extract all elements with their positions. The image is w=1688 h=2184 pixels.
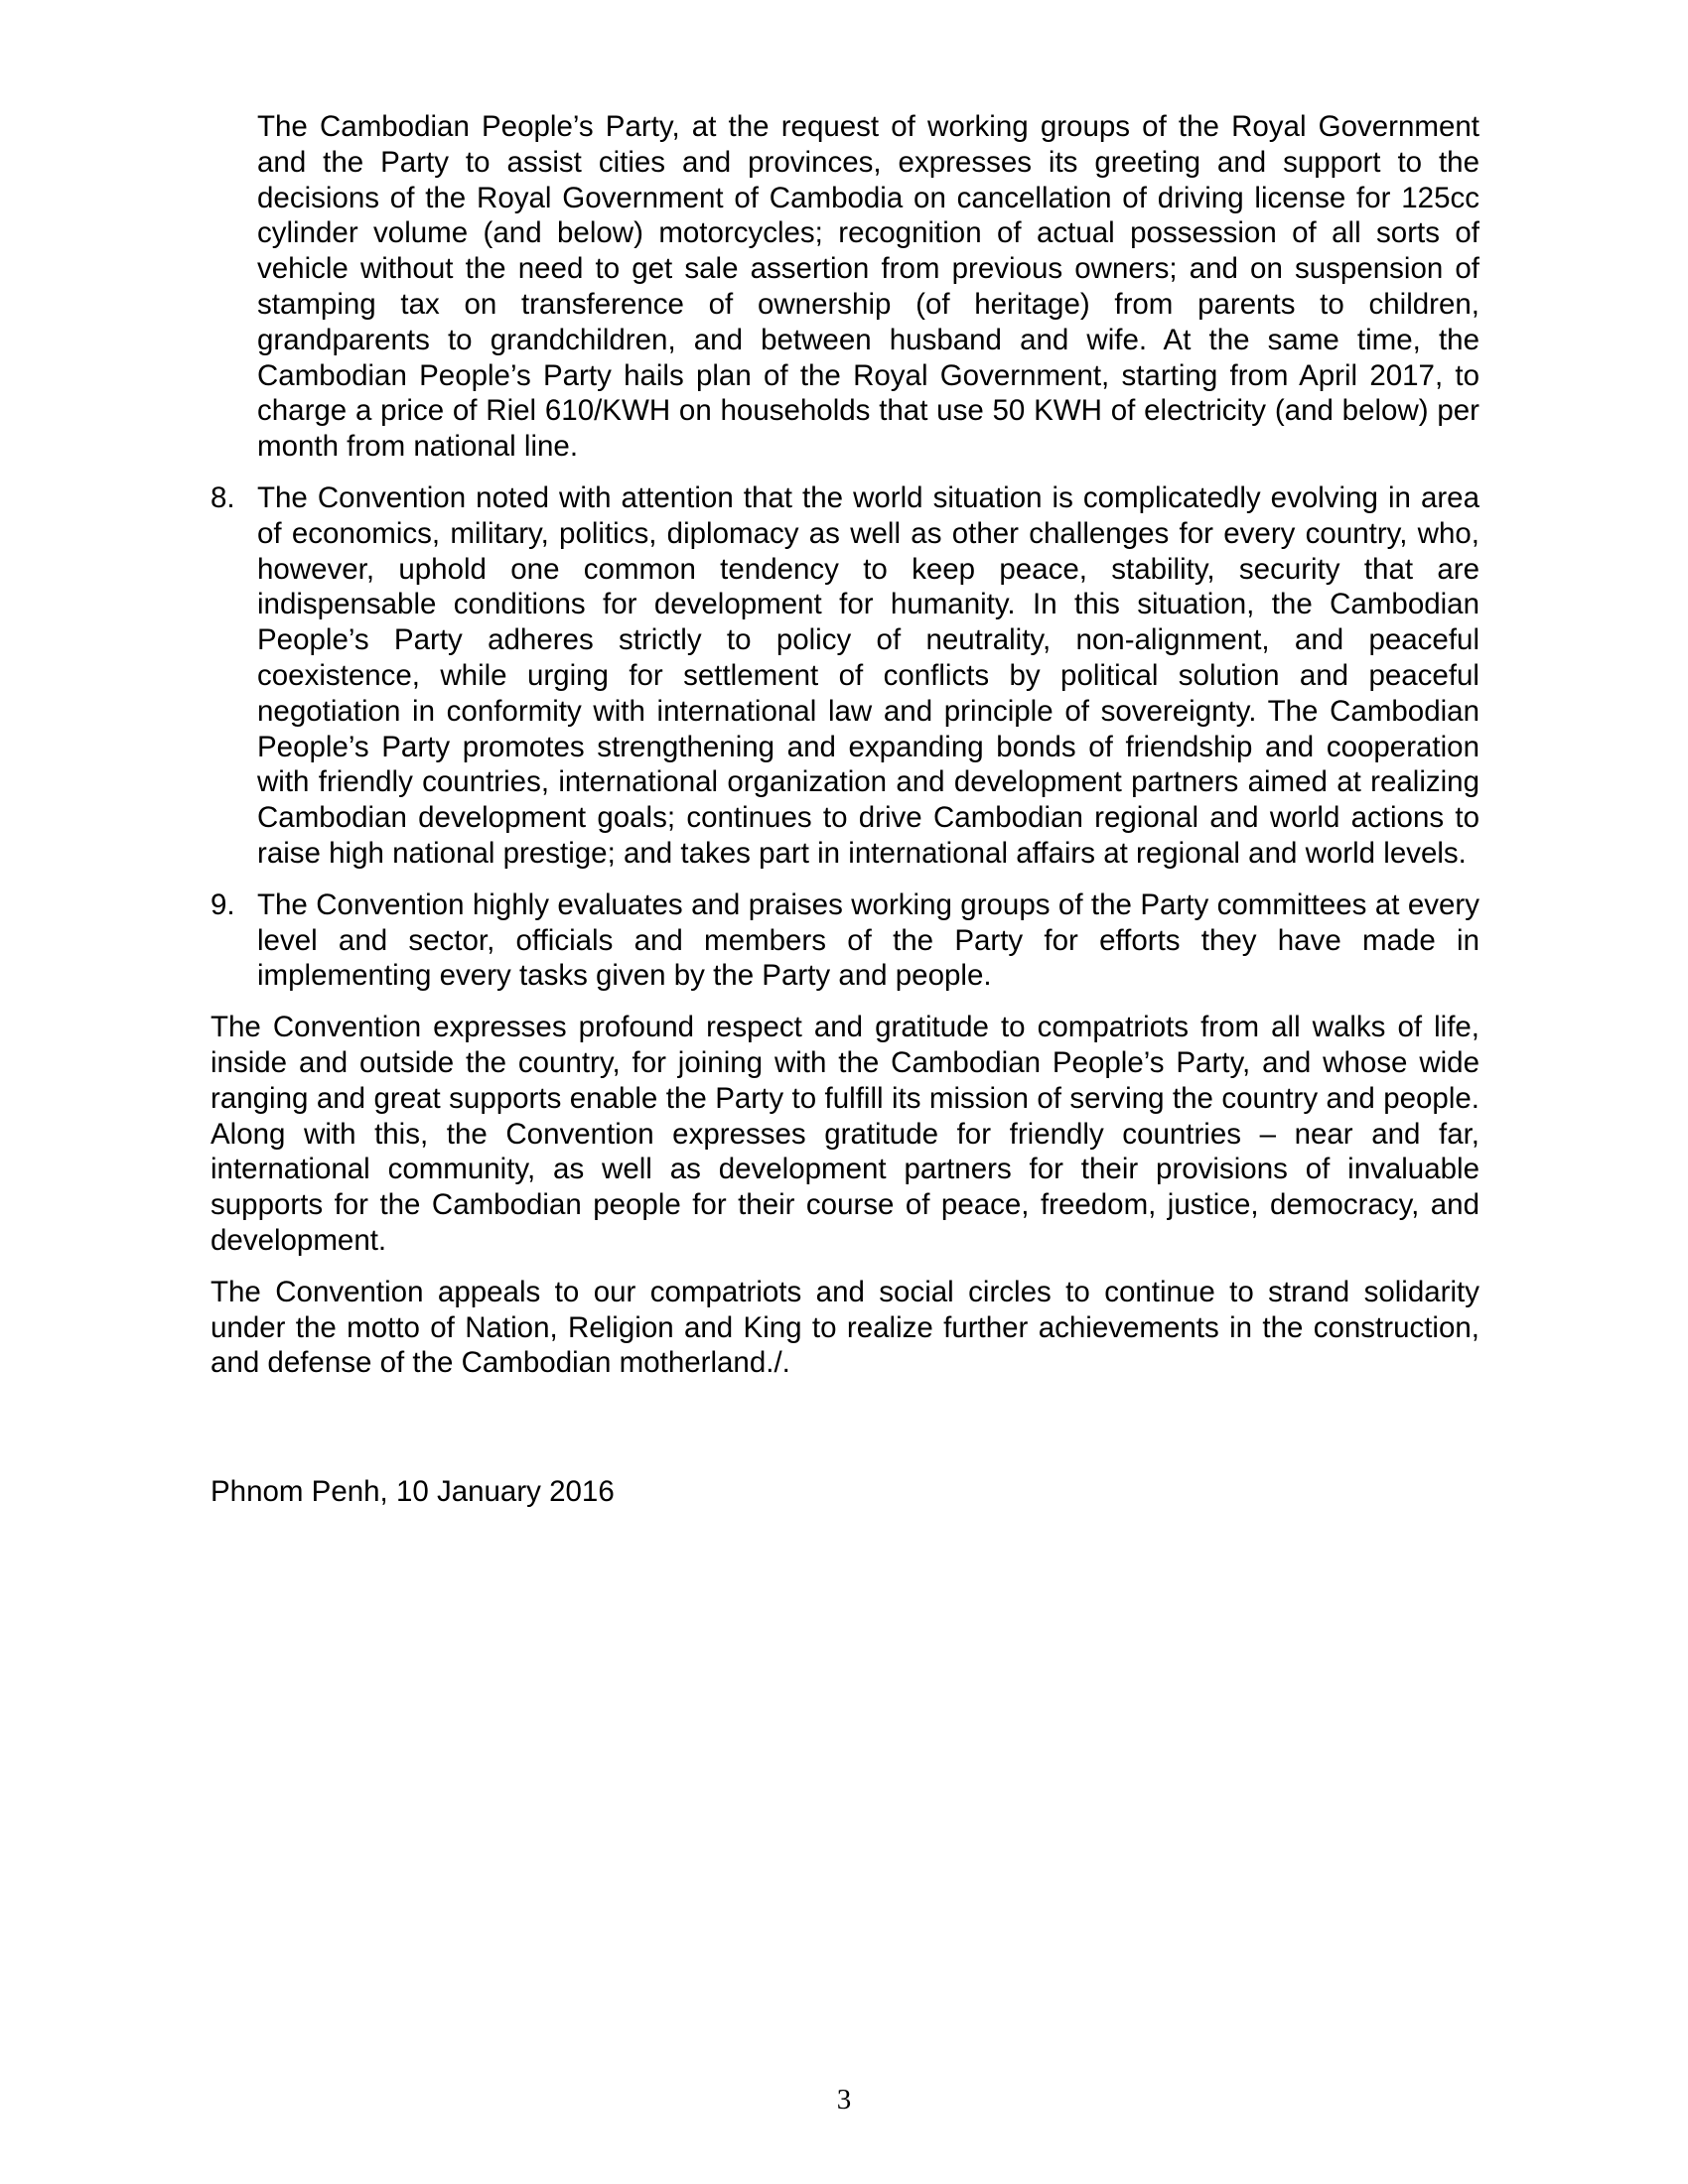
gratitude-paragraph: The Convention expresses profound respect and gratitude to compatriots from all walks of life, inside and outside the country, for joining with the Cambodian People’s Party, and whose wide ranging and great supports enable the Party to fulfill its mission of serving the country and people. Along with this, the Convention expresses gratitude for friendly countries – near and far, international community, as well as development partners for their provisions of invaluable supports for the Cambodian people for their course of peace, freedom, justice, democracy, and development. — [211, 1011, 1479, 1257]
list-item-text: The Convention noted with attention that the world situation is complicatedly evolving in area of economics, military, politics, diplomacy as well as other challenges for every country, who, however, uphold one common tendency to keep peace, stability, security that are indispensable conditions for development for humanity. In this situation, the Cambodian People’s Party adheres strictly to policy of neutrality, non-alignment, and peaceful coexistence, while urging for settlement of conflicts by political solution and peaceful negotiation in conformity with international law and principle of sovereignty. The Cambodian People’s Party promotes strengthening and expanding bonds of friendship and cooperation with friendly countries, international organization and development partners aimed at realizing Cambodian development goals; continues to drive Cambodian regional and world actions to raise high national prestige; and takes part in international affairs at regional and world levels. — [257, 480, 1479, 870]
list-item-text: The Convention highly evaluates and praises working groups of the Party committees at every level and sector, officials and members of the Party for efforts they have made in implementing every tasks given by the Party and people. — [257, 887, 1479, 993]
appeal-paragraph: The Convention appeals to our compatriots and social circles to continue to strand solidarity under the motto of Nation, Religion and King to realize further achievements in the construction, and defense of the Cambodian motherland./. — [211, 1275, 1479, 1380]
spacer — [211, 465, 1479, 480]
spacer — [211, 994, 1479, 1010]
page-number: 3 — [836, 2084, 852, 2116]
list-item-9 — [211, 887, 1479, 994]
place-date: Phnom Penh, 10 January 2016 — [211, 1475, 615, 1509]
spacer — [211, 872, 1479, 887]
list-item-8 — [211, 480, 1479, 872]
document-body — [211, 109, 1479, 1510]
list-item-number: 8. — [211, 480, 235, 514]
spacer — [211, 1259, 1479, 1275]
list-item-number: 9. — [211, 887, 235, 921]
continuation-paragraph: The Cambodian People’s Party, at the request of working groups of the Royal Government and the Party to assist cities and provinces, expresses its greeting and support to the decisions of the Royal Government of Cambodia on cancellation of driving license for 125cc cylinder volume (and below) motorcycles; recognition of actual possession of all sorts of vehicle without the need to get sale assertion from previous owners; and on suspension of stamping tax on transference of ownership (of heritage) from parents to children, grandparents to grandchildren, and between husband and wife. At the same time, the Cambodian People’s Party hails plan of the Royal Government, starting from April 2017, to charge a price of Riel 610/KWH on households that use 50 KWH of electricity (and below) per month from national line. — [257, 110, 1479, 464]
spacer — [211, 1381, 1479, 1474]
